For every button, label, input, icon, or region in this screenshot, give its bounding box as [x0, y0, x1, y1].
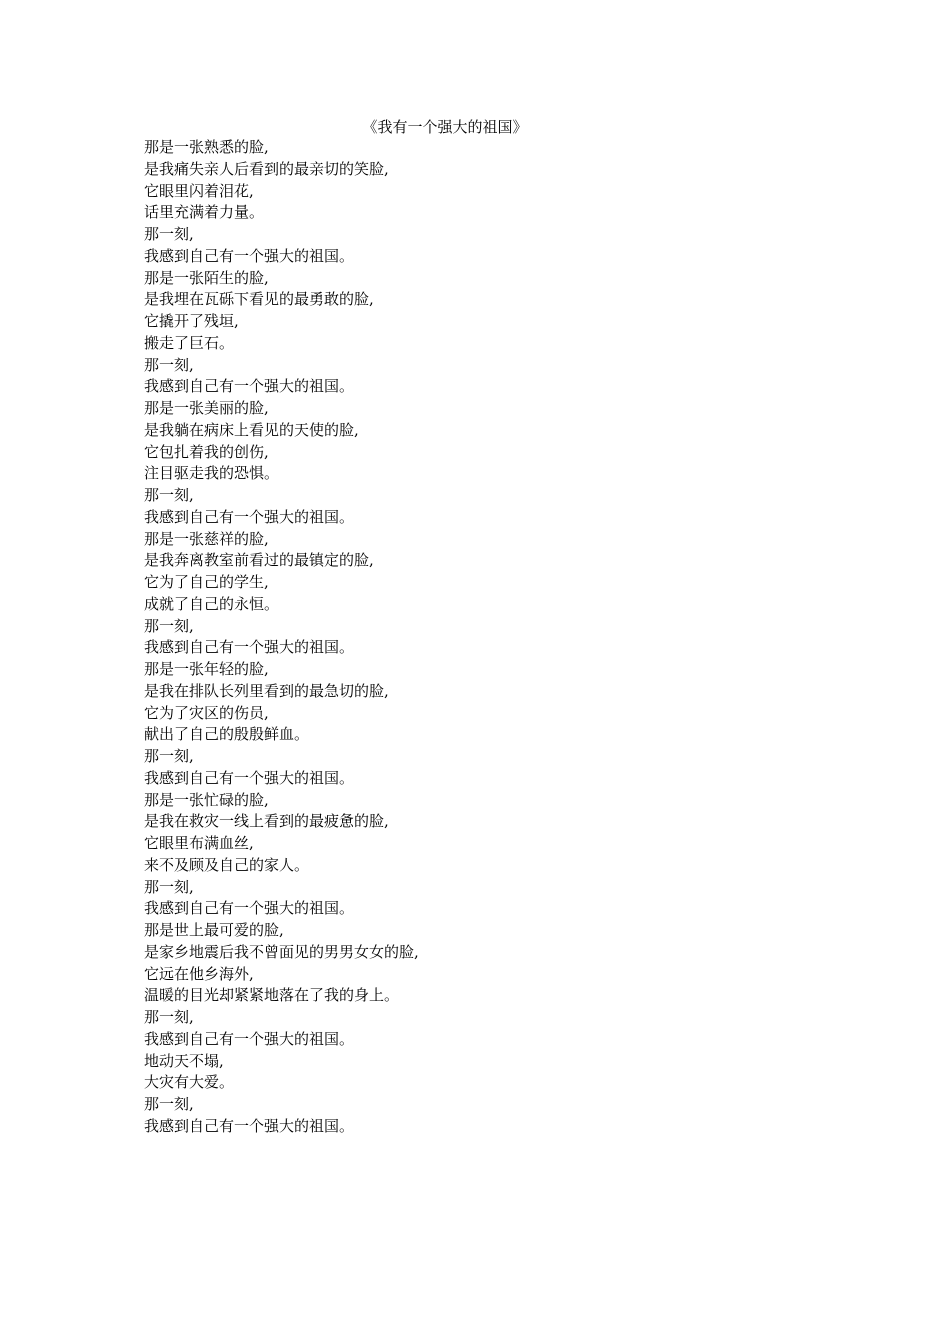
poem-line: 那是一张美丽的脸,: [144, 399, 269, 417]
poem-line: 地动天不塌,: [144, 1051, 224, 1070]
poem-line: 它眼里布满血丝,: [144, 834, 254, 852]
poem-line: 来不及顾及自己的家人。: [144, 855, 310, 874]
poem-line: 是家乡地震后我不曾面见的男男女女的脸,: [144, 942, 419, 961]
poem-line: 我感到自己有一个强大的祖国。: [144, 768, 355, 787]
poem-line: 那是一张慈祥的脸,: [144, 529, 269, 548]
poem-line: 那是一张忙碌的脸,: [144, 790, 269, 809]
poem-line: 是我痛失亲人后看到的最亲切的笑脸,: [144, 159, 389, 178]
poem-line: 我感到自己有一个强大的祖国。: [144, 507, 355, 526]
poem-body: [144, 137, 419, 1138]
poem-line: 它为了灾区的伤员,: [144, 703, 269, 722]
poem-line: 是我在排队长列里看到的最急切的脸,: [144, 681, 389, 700]
document-title: 《我有一个强大的祖国》: [362, 118, 528, 136]
poem-line: 那一刻,: [144, 225, 194, 243]
poem-line: 它为了自己的学生,: [144, 573, 269, 591]
poem-line: 那是一张年轻的脸,: [144, 660, 269, 678]
poem-line: 搬走了巨石。: [144, 333, 235, 352]
poem-line: 话里充满着力量。: [144, 203, 265, 222]
poem-line: 它远在他乡海外,: [144, 964, 254, 983]
poem-line: 它撬开了残垣,: [144, 312, 239, 330]
poem-line: 是我埋在瓦砾下看见的最勇敢的脸,: [144, 290, 374, 309]
poem-line: 那一刻,: [144, 486, 194, 504]
poem-line: 大灾有大爱。: [144, 1073, 235, 1092]
poem-line: 那一刻,: [144, 747, 194, 765]
poem-line: 那是世上最可爱的脸,: [144, 921, 284, 939]
poem-line: 是我在救灾一线上看到的最疲惫的脸,: [144, 812, 389, 831]
poem-line: 我感到自己有一个强大的祖国。: [144, 899, 355, 918]
poem-line: 我感到自己有一个强大的祖国。: [144, 246, 355, 265]
poem-line: 是我奔离教室前看过的最镇定的脸,: [144, 551, 374, 570]
poem-line: 那一刻,: [144, 1008, 194, 1026]
poem-line: 那一刻,: [144, 355, 194, 374]
poem-line: 它眼里闪着泪花,: [144, 181, 254, 200]
poem-line: 献出了自己的殷殷鲜血。: [144, 725, 310, 744]
poem-line: 那是一张熟悉的脸,: [144, 138, 269, 156]
poem-line: 那一刻,: [144, 877, 194, 896]
poem-line: 我感到自己有一个强大的祖国。: [144, 377, 355, 396]
poem-line: 我感到自己有一个强大的祖国。: [144, 1116, 355, 1135]
poem-line: 那是一张陌生的脸,: [144, 268, 269, 287]
poem-line: 温暖的目光却紧紧地落在了我的身上。: [144, 986, 400, 1005]
poem-line: 我感到自己有一个强大的祖国。: [144, 1029, 355, 1048]
poem-line: 它包扎着我的创伤,: [144, 442, 269, 461]
poem-line: 成就了自己的永恒。: [144, 594, 280, 613]
poem-line: 我感到自己有一个强大的祖国。: [144, 638, 355, 657]
poem-line: 注目驱走我的恐惧。: [144, 464, 280, 483]
poem-line: 那一刻,: [144, 616, 194, 635]
poem-line: 是我躺在病床上看见的天使的脸,: [144, 420, 359, 439]
poem-line: 那一刻,: [144, 1095, 194, 1113]
